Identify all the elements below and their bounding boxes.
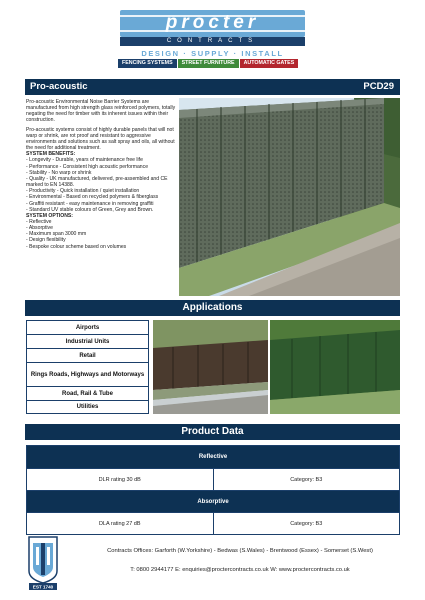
application-item: Utilities (26, 400, 149, 414)
benefit-item: - Environmental - Based on recycled polymers & fiberglass (26, 194, 159, 201)
division-tabs (118, 59, 298, 68)
green-barrier-photo (270, 320, 400, 414)
rating-cell: DLR rating 30 dB (98, 477, 141, 483)
application-item: Retail (26, 348, 149, 362)
product-name: Pro-acoustic (30, 81, 88, 92)
product-code: PCD29 (363, 81, 394, 92)
category-cell: Category: B3 (213, 513, 400, 534)
benefit-item: - Graffiti resistant - easy maintenance in removing graffiti (26, 200, 154, 207)
crest-text: EST 1740 (32, 584, 54, 590)
company-logo (120, 10, 305, 46)
benefits-heading: SYSTEM BENEFITS: (26, 151, 76, 158)
options-list (26, 219, 176, 250)
application-item: Rings Roads, Highways and Motorways (26, 362, 149, 386)
applications-heading: Applications (25, 300, 400, 316)
product-description (26, 99, 176, 250)
benefit-item: - Quality - UK manufactured, delivered, pre-assembled and CE marked to EN 14388. (26, 175, 168, 189)
intro-paragraph-1: Pro-acoustic Environmental Noise Barrier Systems are manufactured from high strength glass reinforced polymers, totally negating the need for timber with its inherent issues within their construction. (26, 99, 176, 124)
benefits-list (26, 157, 176, 212)
option-item: - Absorptive (26, 225, 53, 232)
application-item: Road, Rail & Tube (26, 386, 149, 400)
option-item: - Reflective (26, 218, 52, 225)
option-item: - Design flexibility (26, 237, 66, 244)
intro-paragraph-2: Pro-acoustic systems consist of highly durable panels that will not warp or shrink, are rot proof and resistant to aggressive environments and solutions such as salt spray and oils, all without the need for additional treatment. (26, 126, 175, 152)
benefit-item: - Longevity - Durable, years of maintenance free life (26, 157, 143, 164)
benefit-item: - Performance - Consistent high acoustic performance (26, 163, 149, 170)
application-item: Industrial Units (26, 334, 149, 348)
logo-text: procter (165, 12, 260, 33)
tab-street-furniture: STREET FURNITURE (178, 59, 239, 68)
applications-list (26, 320, 149, 414)
benefit-item: - Stability - No warp or shrink (26, 169, 92, 176)
logo-bar (120, 10, 305, 37)
application-item: Airports (26, 320, 149, 334)
hero-barrier-photo (179, 98, 400, 296)
option-item: - Bespoke colour scheme based on volumes (26, 243, 127, 250)
tagline: DESIGN · SUPPLY · INSTALL (141, 49, 284, 58)
options-heading: SYSTEM OPTIONS: (26, 212, 73, 219)
benefit-item: - Productivity - Quick installation / quiet installation (26, 188, 140, 195)
table-row (27, 512, 399, 534)
benefit-item: - Standard UV stable colours of Green, Grey and Brown. (26, 206, 154, 213)
group-header-reflective: Reflective (27, 446, 399, 468)
group-header-absorptive: Absorptive (27, 490, 399, 512)
brown-barrier-photo (153, 320, 268, 414)
table-row (27, 468, 399, 490)
product-data-heading: Product Data (25, 424, 400, 440)
product-data-table (26, 445, 400, 535)
contact-text: T: 0800 2944177 E: enquiries@proctercontracts.co.uk W: www.proctercontracts.co.uk (130, 567, 350, 573)
logo-subtext: CONTRACTS (120, 37, 305, 46)
crest-logo (27, 535, 59, 591)
tab-fencing-systems: FENCING SYSTEMS (118, 59, 177, 68)
offices-text: Contracts Offices: Garforth (W.Yorkshire) - Bedwas (S.Wales) - Brentwood (Essex) - Somerset (S.West) (107, 548, 373, 554)
category-cell: Category: B3 (213, 469, 400, 490)
product-title-bar (25, 79, 400, 95)
tab-automatic-gates: AUTOMATIC GATES (240, 59, 299, 68)
rating-cell: DLA rating 27 dB (98, 521, 141, 527)
option-item: - Maximum span 3000 mm (26, 231, 87, 238)
